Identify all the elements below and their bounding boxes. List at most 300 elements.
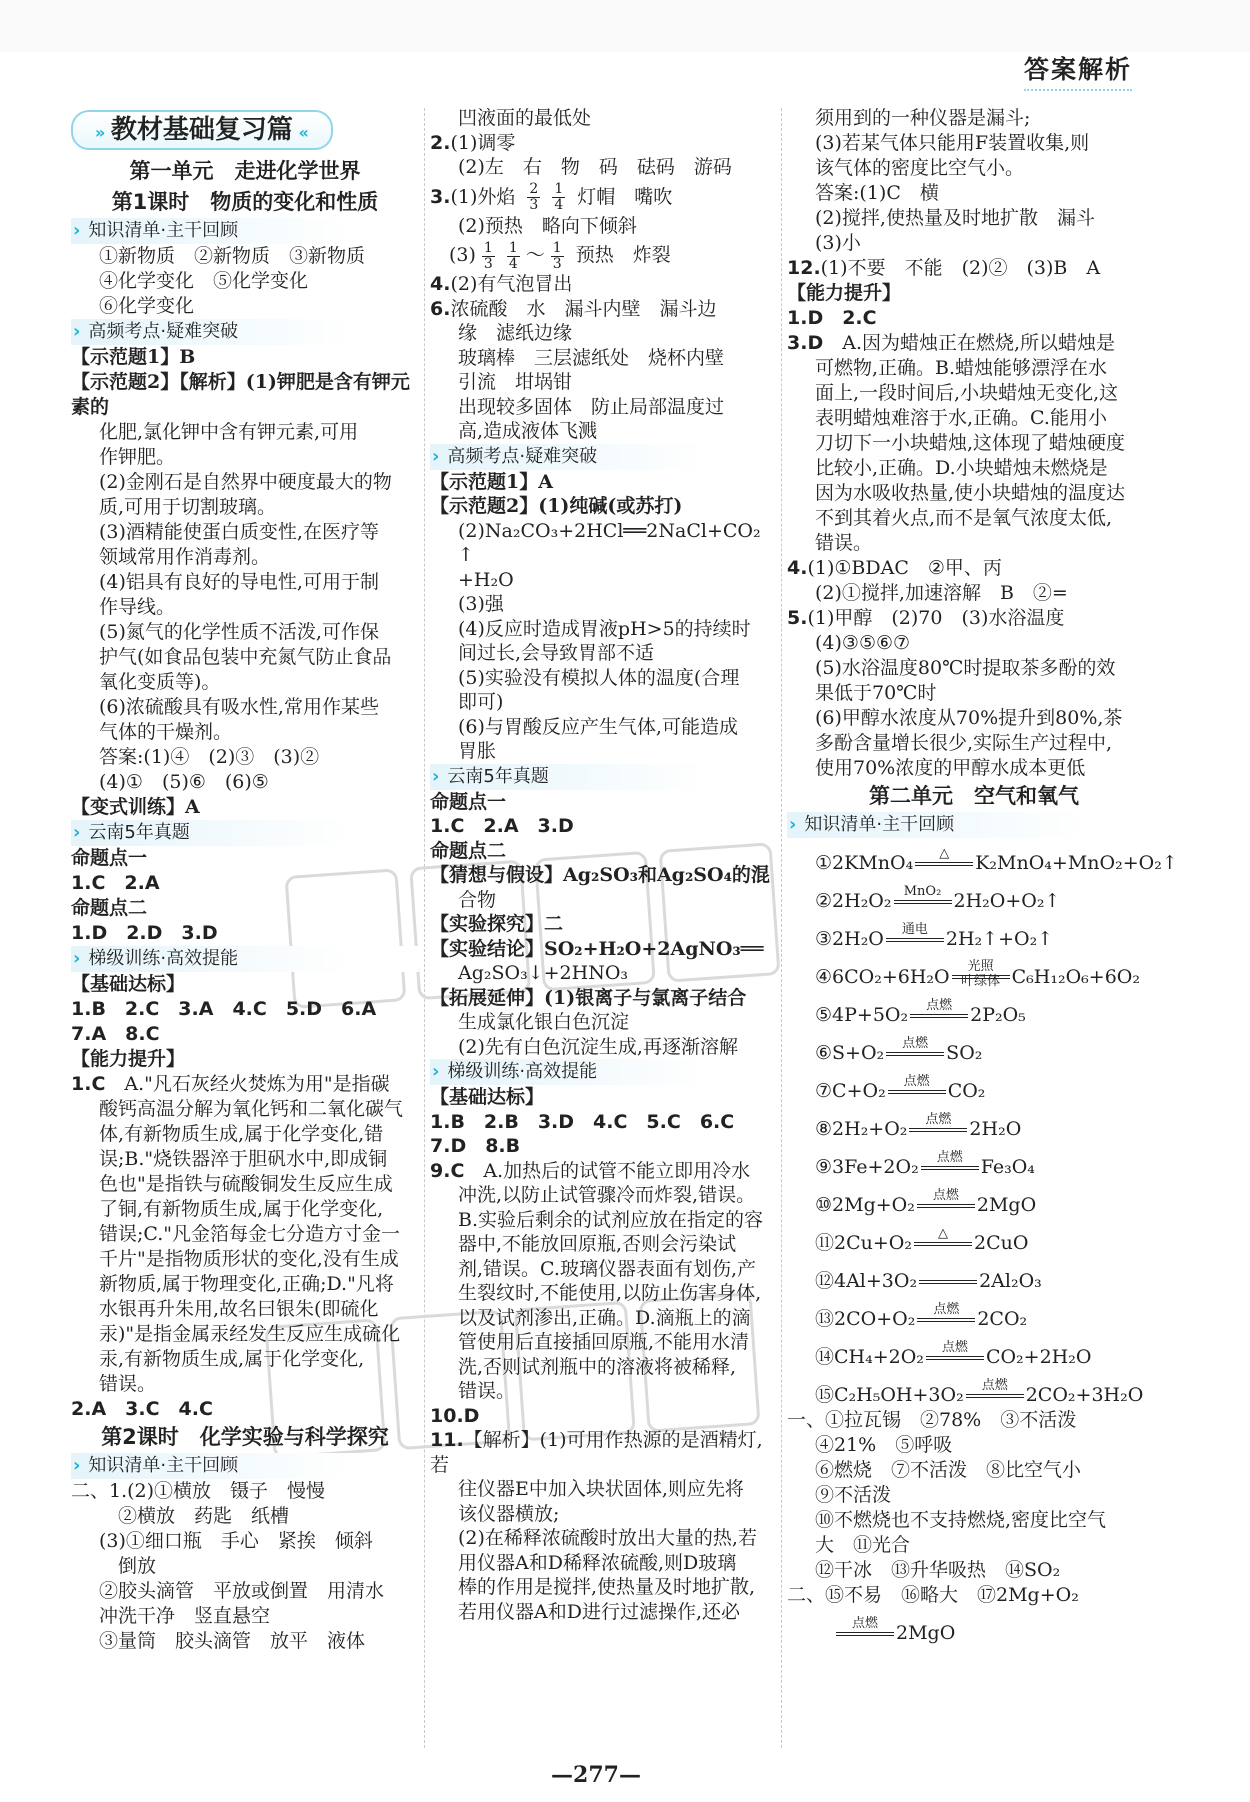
column-middle: [430, 106, 776, 1624]
column-right: [787, 106, 1178, 1646]
answer-number: 1.C 2.A: [71, 872, 160, 894]
answer-number: 1.C 2.A 3.D: [430, 815, 574, 837]
equation-products: CO₂: [947, 1080, 986, 1102]
equation-products: 2Al₂O₃: [979, 1270, 1042, 1292]
double-line-sign: [886, 1052, 944, 1056]
chevron-right-icon: ›: [432, 1061, 440, 1082]
bracket-label-line: 【猜想与假设】Ag₂SO₃和Ag₂SO₄的混: [430, 864, 770, 886]
quote-mark-icon: «: [292, 123, 309, 142]
answer-continuation: 新物质,属于物理变化,正确;D."凡将: [99, 1273, 394, 1295]
answer-continuation: ⑩不燃烧也不支持燃烧,密度比空气: [815, 1509, 1107, 1531]
answer-item: [787, 1583, 1161, 1608]
answer-text: A.加热后的试管不能立即用冷水: [464, 1159, 751, 1182]
answer-continuation: 体,有新物质生成,属于化学变化,错: [99, 1123, 384, 1145]
equation-products: 2H₂O+O₂↑: [953, 890, 1061, 912]
answer-continuation: 表明蜡烛难溶于水,正确。C.能用小: [815, 407, 1107, 429]
bracket-label-line: 【拓展延伸】(1)银离子与氯离子结合: [430, 986, 747, 1009]
condition-above: 点燃: [941, 1340, 968, 1355]
section-banner-title: 教材基础复习篇: [110, 115, 293, 145]
section-banner-row: [71, 108, 419, 156]
equation-reactants: ④6CO₂+6H₂O: [815, 966, 950, 988]
answer-continuation: ⑨不活泼: [815, 1484, 892, 1506]
equation-reactants: ⑩2Mg+O₂: [815, 1194, 915, 1216]
equation-products: 2CO₂+3H₂O: [1025, 1384, 1144, 1406]
double-line-sign: [917, 1318, 975, 1322]
answer-item: [430, 1404, 776, 1429]
chevron-right-icon: ›: [432, 765, 440, 787]
section-banner: [71, 110, 333, 150]
answer-continuation: 汞,有新物质生成,属于化学变化,: [99, 1348, 365, 1370]
answer-number: 11.: [430, 1429, 464, 1451]
reaction-condition: [909, 1106, 967, 1140]
answer-continuation: (2)在稀释浓硫酸时放出大量的热,若: [458, 1527, 757, 1549]
answer-continuation: (3)若某气体只能用F装置收集,则: [815, 132, 1090, 154]
answer-continuation: (6)甲醇水浓度从70%提升到80%,茶: [815, 707, 1123, 729]
reaction-condition: [917, 1296, 975, 1330]
reaction-condition: [952, 952, 1010, 988]
answer-continuation: 色也"是指铁与硫酸铜发生反应生成: [99, 1173, 393, 1195]
answer-continuation: 错误。: [815, 532, 873, 554]
reaction-condition: [886, 916, 944, 950]
unit-heading: 第二单元 空气和氧气: [869, 784, 1079, 808]
equation-line: [787, 1218, 1161, 1256]
answer-continuation: ②横放 药匙 纸槽: [99, 1505, 290, 1527]
condition-above: 点燃: [926, 998, 953, 1013]
answer-text: 预热 炸裂: [569, 244, 671, 266]
answer-continuation: (5)氮气的化学性质不活泼,可作保: [99, 621, 379, 643]
answer-continuation: (2)先有白色沉淀生成,再逐渐溶解: [458, 1035, 738, 1058]
bracket-label-line: 【变式训练】A: [71, 796, 200, 818]
answer-continuation: 洗,否则试剂瓶中的溶液将被稀释,: [458, 1355, 737, 1378]
double-line-sign: [886, 938, 944, 942]
answer-item: [787, 606, 1161, 631]
answer-text: 二、1.(2)①横放 镊子 慢慢: [71, 1480, 326, 1502]
answer-continuation: (4)铝具有良好的导电性,可用于制: [99, 571, 379, 593]
reaction-condition: [926, 1334, 984, 1368]
answer-item: [787, 1408, 1161, 1433]
answer-continuation: (2)①搅拌,加速溶解 B ②=: [815, 582, 1068, 604]
answer-continuation: ⑥燃烧 ⑦不活泼 ⑧比空气小: [815, 1459, 1082, 1481]
equation-products: 2MgO: [896, 1622, 956, 1644]
condition-above: 点燃: [902, 1036, 929, 1051]
bracket-label-line: 命题点二: [430, 839, 507, 862]
answer-text: ～: [525, 244, 545, 266]
answer-item: [430, 297, 776, 322]
answer-continuation: 凹液面的最低处: [458, 107, 592, 129]
answer-item: [430, 1110, 776, 1135]
answer-continuation: 若用仪器A和D进行过滤操作,还必: [458, 1600, 740, 1623]
page-top-margin: [0, 0, 1250, 52]
reaction-condition: [919, 1258, 977, 1292]
reaction-condition: [836, 1610, 894, 1644]
section-bar: [430, 444, 776, 470]
answer-item: [71, 1397, 419, 1422]
section-bar: [71, 1453, 419, 1479]
equation-reactants: ⑬2CO+O₂: [815, 1308, 916, 1330]
answer-number: 6.: [430, 297, 451, 320]
equation-products: K₂MnO₄+MnO₂+O₂↑: [975, 852, 1178, 874]
answer-continuation: 间过长,会导致胃部不适: [458, 642, 655, 664]
equation-products: 2CuO: [973, 1232, 1029, 1254]
answer-continuation: 大 ⑪光合: [815, 1534, 911, 1556]
answer-continuation: 倒放: [99, 1555, 157, 1577]
answer-continuation: ⑫干冰 ⑬升华吸热 ⑭SO₂: [815, 1559, 1061, 1581]
chevron-right-icon: ›: [432, 445, 440, 467]
answer-continuation: (2)搅拌,使热量及时地扩散 漏斗: [815, 207, 1095, 229]
answer-continuation: 氧化变质等)。: [99, 671, 221, 693]
double-line-sign: [966, 1394, 1024, 1398]
answer-continuation: 面上,一段时间后,小块蜡烛无变化,这: [815, 382, 1119, 404]
bracket-label-line: 【实验结论】SO₂+H₂O+2AgNO₃══: [430, 937, 764, 960]
condition-above: 点燃: [903, 1074, 930, 1089]
fraction-numerator: 1: [554, 181, 564, 197]
answer-continuation: 气体的干燥剂。: [99, 721, 233, 743]
fraction-numerator: 2: [529, 181, 539, 197]
equation-reactants: ②2H₂O₂: [815, 890, 892, 912]
double-line-sign: [888, 1090, 946, 1094]
answer-continuation: 误;B."烧铁器淬于胆矾水中,即成铜: [99, 1148, 388, 1170]
answer-continuation: 合物: [458, 888, 497, 911]
equation-line: [787, 876, 1161, 914]
answer-line-with-fractions: [430, 238, 776, 272]
equation-line: [787, 1066, 1161, 1104]
equation-products: 2MgO: [976, 1194, 1037, 1216]
double-line-sign: [836, 1632, 894, 1636]
reaction-condition: [910, 992, 968, 1026]
answer-continuation: 不到其着火点,而不是氧气浓度太低,: [815, 507, 1113, 529]
answer-continuation: (3)强: [458, 593, 504, 615]
section-bar: [71, 319, 419, 345]
answer-continuation: 比较小,正确。D.小块蜡烛未燃烧是: [815, 457, 1108, 479]
fraction-denominator: 4: [508, 255, 518, 272]
answer-number: 3.: [430, 185, 451, 208]
bracket-label-line: 【能力提升】: [71, 1048, 186, 1070]
section-bar-label: 云南5年真题: [88, 822, 190, 843]
answer-continuation: 错误。: [458, 1380, 516, 1402]
answer-text: 浓硫酸 水 漏斗内壁 漏斗边: [450, 297, 717, 320]
bracket-label-line: 命题点二: [71, 897, 148, 919]
chevron-right-icon: ›: [73, 220, 81, 241]
answer-text: (1)外焰: [450, 185, 522, 208]
equation-reactants: ⑧2H₂+O₂: [815, 1118, 908, 1140]
bracket-label-line: 命题点一: [430, 790, 507, 813]
answer-number: 4.: [430, 273, 451, 295]
fraction-denominator: 3: [529, 197, 539, 213]
answer-continuation: 错误。: [99, 1373, 157, 1395]
chevron-right-icon: ›: [73, 822, 81, 843]
answer-item: [430, 814, 776, 839]
section-bar-label: 梯级训练·高效提能: [88, 948, 239, 969]
double-line-sign: [909, 1128, 967, 1132]
answer-continuation: 以及试剂渗出,正确。D.滴瓶上的滴: [458, 1306, 751, 1329]
condition-above: 点燃: [936, 1150, 963, 1165]
equation-reactants: ⑤4P+5O₂: [815, 1004, 909, 1026]
answer-continuation: (2)金刚石是自然界中硬度最大的物: [99, 471, 392, 493]
answer-item: [430, 131, 776, 156]
answer-continuation: 用仪器A和D稀释浓硫酸,则D玻璃: [458, 1551, 737, 1574]
answer-continuation: 往仪器E中加入块状固体,则应先将: [458, 1478, 744, 1500]
answer-continuation: 水银再升朱用,故名曰银朱(即硫化: [99, 1298, 379, 1320]
answer-continuation: (4)③⑤⑥⑦: [815, 632, 911, 654]
condition-above: 通电: [901, 922, 928, 937]
answer-number: 9.C: [430, 1159, 465, 1182]
answer-continuation: (3)酒精能使蛋白质变性,在医疗等: [99, 521, 379, 543]
equation-products: 2H₂↑+O₂↑: [945, 928, 1054, 950]
fraction: [552, 182, 565, 213]
double-line-sign: [915, 862, 973, 866]
equation-line: [787, 952, 1161, 990]
chevron-right-icon: ›: [73, 321, 81, 342]
quote-mark-icon: »: [95, 123, 111, 142]
answer-continuation: ③量筒 胶头滴管 放平 液体: [99, 1630, 366, 1652]
bracket-label-line: 【示范题1】B: [71, 346, 196, 368]
equation-products: 2H₂O: [969, 1118, 1022, 1140]
answer-continuation: 冲洗,以防止试管骤冷而炸裂,错误。: [458, 1184, 756, 1206]
equation-products: 2CO₂: [977, 1308, 1028, 1330]
answer-continuation: 须用到的一种仪器是漏斗;: [815, 107, 1031, 129]
section-bar-label: 云南5年真题: [447, 765, 549, 787]
bracket-label-line: 【实验探究】二: [430, 913, 564, 935]
answer-continuation: (2)Na₂CO₃+2HCl══2NaCl+CO₂↑: [458, 519, 761, 566]
answer-item: [430, 1134, 776, 1159]
condition-above: 点燃: [981, 1378, 1008, 1393]
answer-text: (3): [430, 244, 476, 266]
reaction-condition: [917, 1182, 975, 1216]
chevron-right-icon: ›: [789, 814, 797, 835]
equation-line: [787, 838, 1178, 876]
condition-above: 点燃: [932, 1188, 959, 1203]
answer-text: A.因为蜡烛正在燃烧,所以蜡烛是: [823, 332, 1116, 354]
chevron-right-icon: ›: [73, 948, 81, 969]
section-bar: [430, 1059, 776, 1085]
condition-above: 点燃: [925, 1112, 952, 1127]
answer-continuation: (5)水浴温度80℃时提取茶多酚的效: [815, 657, 1116, 679]
answer-text: 一、①拉瓦锡 ②78% ③不活泼: [787, 1409, 1077, 1431]
answer-continuation: 作钾肥。: [99, 446, 176, 468]
fraction: [527, 182, 540, 213]
answer-number: 1.D 2.D 3.D: [71, 922, 218, 944]
fraction-denominator: 3: [552, 255, 562, 272]
answer-continuation: 胃胀: [458, 740, 497, 762]
double-line-sign: [919, 1280, 977, 1284]
answer-item: [430, 1159, 776, 1184]
equation-products: C₆H₁₂O₆+6O₂: [1011, 966, 1140, 988]
equation-line: [787, 1104, 1161, 1142]
fraction-numerator: 1: [508, 239, 518, 256]
answer-continuation: 生裂纹时,不能使用,以防止伤害身体,: [458, 1282, 762, 1304]
equation-reactants: ⑫4Al+3O₂: [815, 1270, 918, 1292]
answer-number: 5.: [787, 607, 808, 629]
fraction-denominator: 4: [554, 197, 564, 213]
answer-number: 12.: [787, 257, 821, 279]
answer-item: [430, 272, 776, 297]
condition-below: 叶绿体: [961, 974, 1001, 989]
answer-item: [71, 921, 419, 946]
double-line-sign: [926, 1356, 984, 1360]
answer-continuation: 因为水吸收热量,使小块蜡烛的温度达: [815, 482, 1126, 504]
fraction-denominator: 3: [483, 255, 493, 272]
equation-line: [787, 1608, 1161, 1646]
answer-continuation: (6)浓硫酸具有吸水性,常用作某些: [99, 696, 379, 718]
answer-continuation: 棒的作用是搅拌,使热量及时地扩散,: [458, 1576, 756, 1598]
section-bar: [71, 218, 419, 244]
answer-continuation: (6)与胃酸反应产生气体,可能造成: [458, 715, 738, 738]
answer-continuation: 作导线。: [99, 596, 176, 618]
answer-continuation: +H₂O: [458, 568, 514, 591]
answer-text: 二、⑮不易 ⑯略大 ⑰2Mg+O₂: [787, 1584, 1079, 1606]
equation-line: [787, 1294, 1161, 1332]
answer-continuation: Ag₂SO₃↓+2HNO₃: [458, 962, 629, 984]
equation-products: 2P₂O₅: [970, 1004, 1026, 1026]
answer-text: (1)调零: [450, 131, 516, 154]
bracket-label-line: 【能力提升】: [787, 282, 902, 304]
condition-above: 点燃: [933, 1302, 960, 1317]
answer-continuation: 使用70%浓度的甲醇水成本更低: [815, 757, 1086, 779]
double-line-sign: [914, 1242, 972, 1246]
answer-text: (1)甲醇 (2)70 (3)水浴温度: [807, 607, 1065, 629]
answer-number: 3.D: [787, 332, 824, 354]
answer-continuation: ④21% ⑤呼吸: [815, 1434, 953, 1456]
answer-continuation: 引流 坩埚钳: [458, 371, 573, 393]
answer-number: 1.C: [71, 1073, 106, 1095]
answer-item: [787, 256, 1161, 281]
answer-number: 2.A 3.C 4.C: [71, 1398, 213, 1420]
answer-continuation: 答案:(1)C 横: [815, 182, 939, 204]
answer-continuation: 汞)"是指金属汞经发生反应生成硫化: [99, 1323, 401, 1345]
answer-number: 4.: [787, 557, 808, 579]
reaction-condition: [915, 840, 973, 874]
answer-item: [787, 331, 1161, 356]
equation-reactants: ③2H₂O: [815, 928, 884, 950]
double-line-sign: [921, 1166, 979, 1170]
answer-number: 7.D 8.B: [430, 1135, 521, 1157]
section-bar: [430, 764, 776, 790]
answer-continuation: 该仪器横放;: [458, 1502, 560, 1525]
answer-continuation: (2)左 右 物 码 砝码 游码: [458, 156, 732, 178]
answer-continuation: 了铜,有新物质生成,属于化学变化,: [99, 1198, 384, 1220]
section-bar-label: 高频考点·疑难突破: [88, 321, 239, 342]
equation-reactants: ①2KMnO₄: [815, 852, 914, 874]
bracket-label-line: 【示范题1】A: [430, 470, 553, 493]
answer-item: [71, 997, 419, 1022]
answer-continuation: 领域常用作消毒剂。: [99, 546, 271, 568]
reaction-condition: [966, 1372, 1024, 1406]
equation-reactants: ⑥S+O₂: [815, 1042, 885, 1064]
column-left: [71, 108, 419, 1654]
answer-continuation: 剂,错误。C.玻璃仪器表面有划伤,产: [458, 1257, 756, 1280]
bracket-label-line: 【基础达标】: [71, 973, 186, 995]
answer-text: 灯帽 嘴吹: [571, 185, 673, 208]
section-bar-label: 知识清单·主干回顾: [88, 1455, 239, 1476]
reaction-condition: [886, 1030, 944, 1064]
answer-continuation: 多酚含量增长很少,实际生产过程中,: [815, 732, 1113, 754]
section-bar-label: 知识清单·主干回顾: [804, 814, 955, 835]
condition-above: MnO₂: [903, 884, 942, 899]
answer-continuation: B.实验后剩余的试剂应放在指定的容: [458, 1208, 764, 1231]
equation-line: [787, 1180, 1161, 1218]
section-bar: [71, 946, 419, 972]
lesson-heading: 第2课时 化学实验与科学探究: [101, 1425, 389, 1449]
column-divider: [424, 108, 425, 1748]
answer-number: 1.D 2.C: [787, 307, 877, 329]
fraction: [551, 241, 564, 272]
fraction-numerator: 1: [483, 239, 493, 256]
double-line-sign: [894, 900, 952, 904]
section-bar-label: 梯级训练·高效提能: [447, 1061, 598, 1082]
equation-line: [787, 1256, 1161, 1294]
equation-line: [787, 1142, 1161, 1180]
fraction: [507, 241, 520, 272]
condition-above: △: [937, 1226, 948, 1241]
fraction-numerator: 1: [552, 239, 562, 256]
equation-reactants: ⑮C₂H₅OH+3O₂: [815, 1384, 964, 1406]
chevron-right-icon: ›: [73, 1455, 81, 1476]
answer-number: 7.A 8.C: [71, 1023, 160, 1045]
answer-item: [71, 1072, 419, 1097]
answer-item: [787, 306, 1161, 331]
equation-line: [787, 1370, 1161, 1408]
answer-text: (2)有气泡冒出: [450, 273, 573, 295]
answer-continuation: 出现较多固体 防止局部温度过: [458, 395, 725, 418]
answer-continuation: ②胶头滴管 平放或倒置 用清水: [99, 1580, 385, 1602]
section-bar-label: 高频考点·疑难突破: [447, 445, 598, 467]
answer-continuation: 管使用后直接插回原瓶,不能用水清: [458, 1331, 750, 1353]
condition-above: 点燃: [852, 1616, 879, 1631]
answer-continuation: 高,造成液体飞溅: [458, 420, 598, 442]
bracket-label-line: 【示范题2】【解析】(1)钾肥是含有钾元素的: [71, 371, 410, 418]
answer-continuation: (3)①细口瓶 手心 紧挨 倾斜: [99, 1530, 373, 1552]
equation-reactants: ⑦C+O₂: [815, 1080, 886, 1102]
equation-line: [787, 914, 1161, 952]
answer-text: (1)①BDAC ②甲、丙: [807, 557, 1002, 579]
answer-number: 1.B 2.B 3.D 4.C 5.C 6.C: [430, 1110, 735, 1133]
answer-continuation: 器中,不能放回原瓶,否则会污染试: [458, 1233, 737, 1255]
bracket-label-line: 命题点一: [71, 847, 148, 869]
equation-products: Fe₃O₄: [980, 1156, 1035, 1178]
equation-reactants: ⑨3Fe+2O₂: [815, 1156, 919, 1178]
answer-continuation: (2)预热 略向下倾斜: [458, 214, 637, 237]
equation-products: CO₂+2H₂O: [985, 1346, 1092, 1368]
double-line-sign: [917, 1204, 975, 1208]
reaction-condition: [914, 1220, 972, 1254]
answer-continuation: (3)小: [815, 232, 861, 254]
answer-text: A."凡石灰经火焚炼为用"是指碳: [105, 1073, 390, 1095]
section-bar-label: 知识清单·主干回顾: [88, 220, 239, 241]
answer-number: 10.D: [430, 1404, 480, 1427]
answer-continuation: 缘 滤纸边缘: [458, 322, 573, 344]
equation-line: [787, 990, 1161, 1028]
answer-continuation: 化肥,氯化钾中含有钾元素,可用: [99, 421, 359, 443]
section-bar: [787, 812, 1161, 838]
answer-continuation: (4)反应时造成胃液pH>5的持续时: [458, 617, 751, 640]
condition-above: 光照: [967, 959, 994, 974]
answer-line-with-fractions: [430, 180, 776, 214]
answer-continuation: ①新物质 ②新物质 ③新物质: [99, 245, 366, 267]
equation-products: SO₂: [946, 1042, 983, 1064]
answer-continuation: 质,可用于切割玻璃。: [99, 496, 277, 518]
answer-continuation: 该气体的密度比空气小。: [815, 157, 1025, 179]
answer-continuation: 果低于70℃时: [815, 682, 937, 704]
page-number: —277—: [551, 1762, 641, 1788]
condition-above: △: [939, 846, 950, 861]
equation-line: [787, 1028, 1161, 1066]
bracket-label-line: 【示范题2】(1)纯碱(或苏打): [430, 495, 683, 517]
answer-number: 2.: [430, 131, 451, 154]
answer-continuation: 错误;C."凡金箔每金七分造方寸金一: [99, 1223, 401, 1245]
column-divider: [781, 108, 782, 1748]
answer-continuation: (5)实验没有模拟人体的温度(合理: [458, 666, 740, 689]
answer-item: [71, 871, 419, 896]
